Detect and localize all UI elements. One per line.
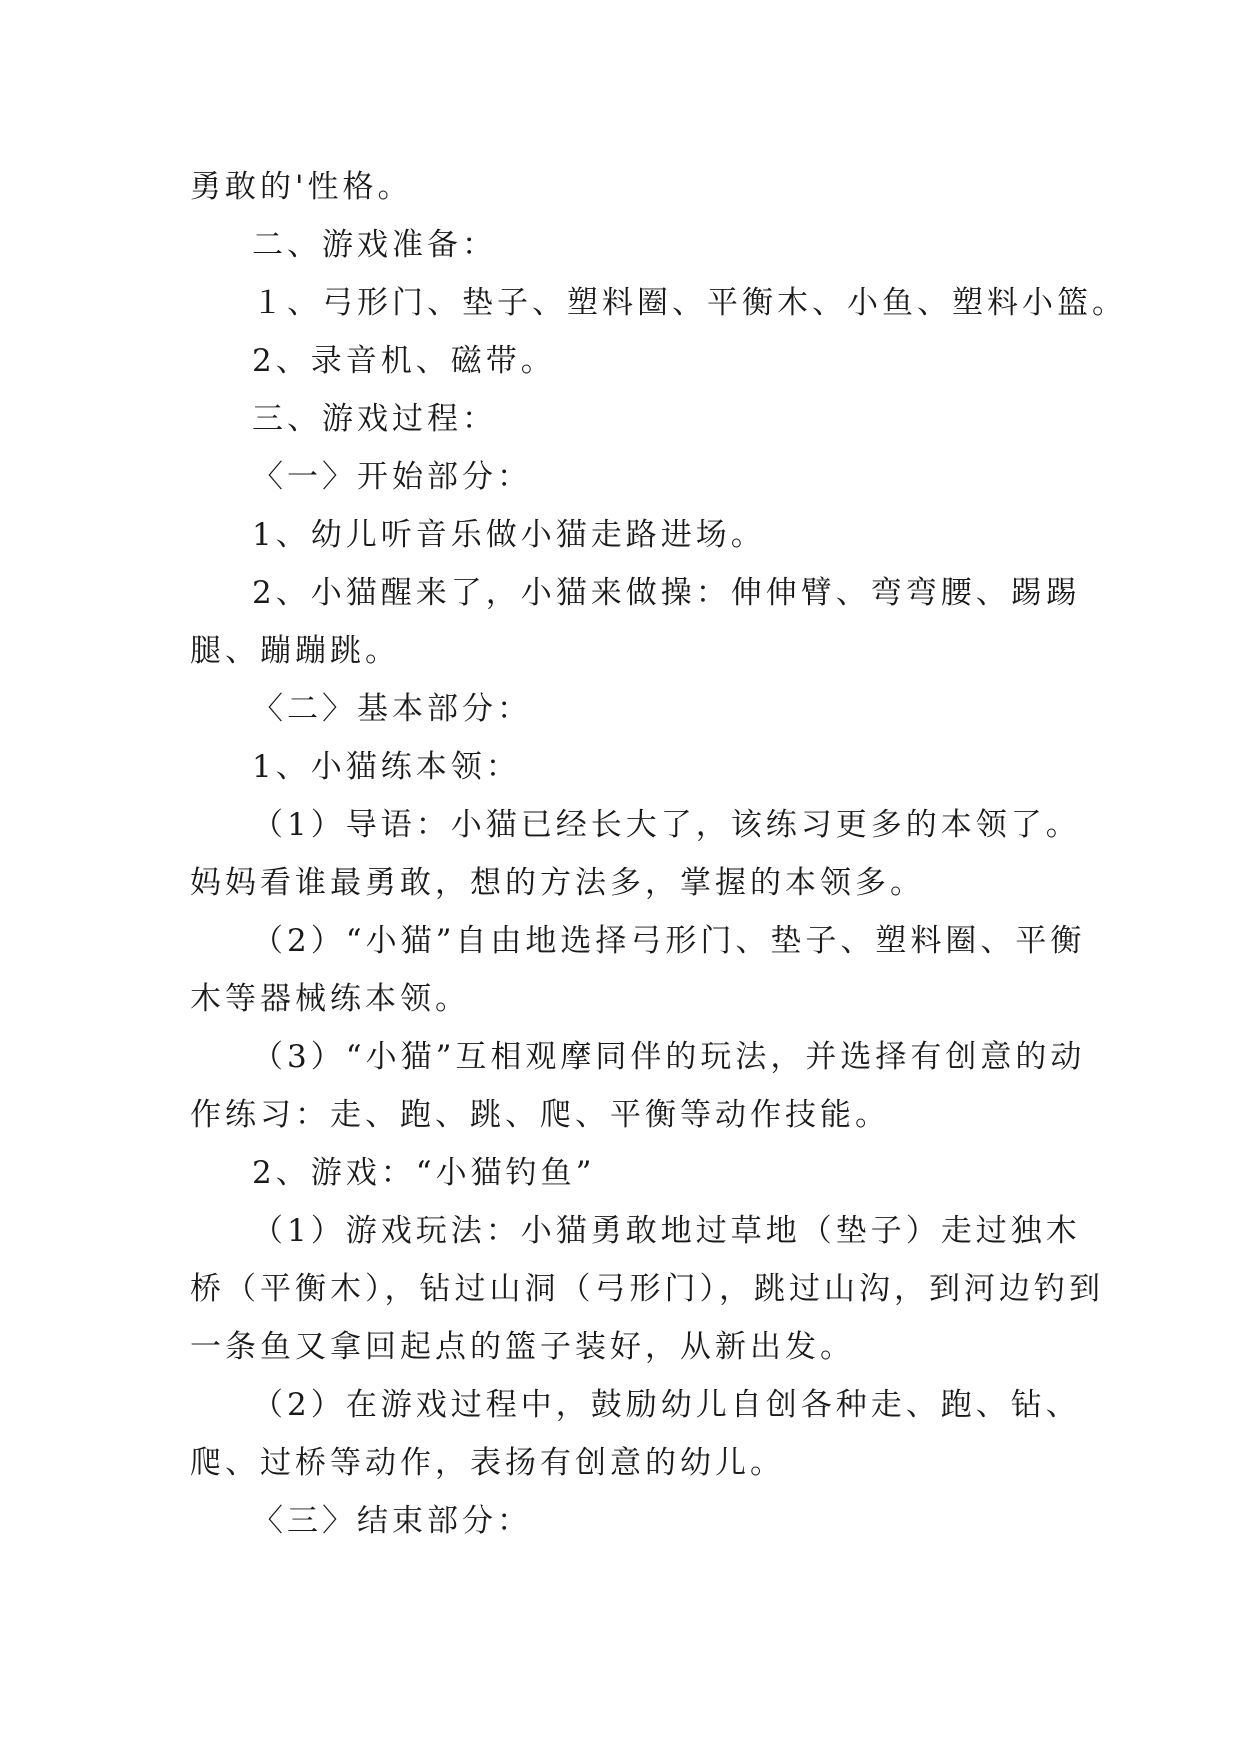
document-text-line: 〈二〉基本部分： bbox=[252, 691, 532, 727]
document-text-line: 作练习：走、跑、跳、爬、平衡等动作技能。 bbox=[190, 1097, 890, 1133]
document-text-line: 1、小猫练本领： bbox=[252, 749, 521, 785]
document-text-line: 爬、过桥等动作，表扬有创意的幼儿。 bbox=[190, 1445, 785, 1481]
document-text-line: 〈三〉结束部分： bbox=[252, 1503, 532, 1539]
document-text-line: （3）“小猫”互相观摩同伴的玩法，并选择有创意的动 bbox=[252, 1039, 1086, 1075]
document-text-line: 二、游戏准备： bbox=[252, 227, 497, 263]
document-text-line: 腿、蹦蹦跳。 bbox=[190, 633, 400, 669]
document-text-line: 2、小猫醒来了，小猫来做操：伸伸臂、弯弯腰、踢踢 bbox=[252, 575, 1081, 611]
document-text-line: 2、游戏：“小猫钓鱼” bbox=[252, 1155, 596, 1191]
document-text-line: 2、录音机、磁带。 bbox=[252, 343, 556, 379]
document-text-line: 妈妈看谁最勇敢，想的方法多，掌握的本领多。 bbox=[190, 865, 925, 901]
document-text-line: 勇敢的'性格。 bbox=[190, 169, 413, 205]
document-text-line: 〈一〉开始部分： bbox=[252, 459, 532, 495]
document-text-line: （1）导语：小猫已经长大了，该练习更多的本领了。 bbox=[252, 807, 1081, 843]
document-page bbox=[190, 158, 1127, 1550]
document-text-line: 木等器械练本领。 bbox=[190, 981, 470, 1017]
document-text-line: 1、幼儿听音乐做小猫走路进场。 bbox=[252, 517, 766, 553]
document-text-line: １、弓形门、垫子、塑料圈、平衡木、小鱼、塑料小篮。 bbox=[252, 285, 1127, 321]
document-text-line: 桥（平衡木），钻过山洞（弓形门），跳过山沟，到河边钓到 bbox=[190, 1271, 1104, 1307]
document-text-line: （1）游戏玩法：小猫勇敢地过草地（垫子）走过独木 bbox=[252, 1213, 1081, 1249]
document-text-line: 一条鱼又拿回起点的篮子装好，从新出发。 bbox=[190, 1329, 855, 1365]
document-text-line: 三、游戏过程： bbox=[252, 401, 497, 437]
document-text-line: （2）在游戏过程中，鼓励幼儿自创各种走、跑、钻、 bbox=[252, 1387, 1081, 1423]
document-text-line: （2）“小猫”自由地选择弓形门、垫子、塑料圈、平衡 bbox=[252, 923, 1086, 959]
